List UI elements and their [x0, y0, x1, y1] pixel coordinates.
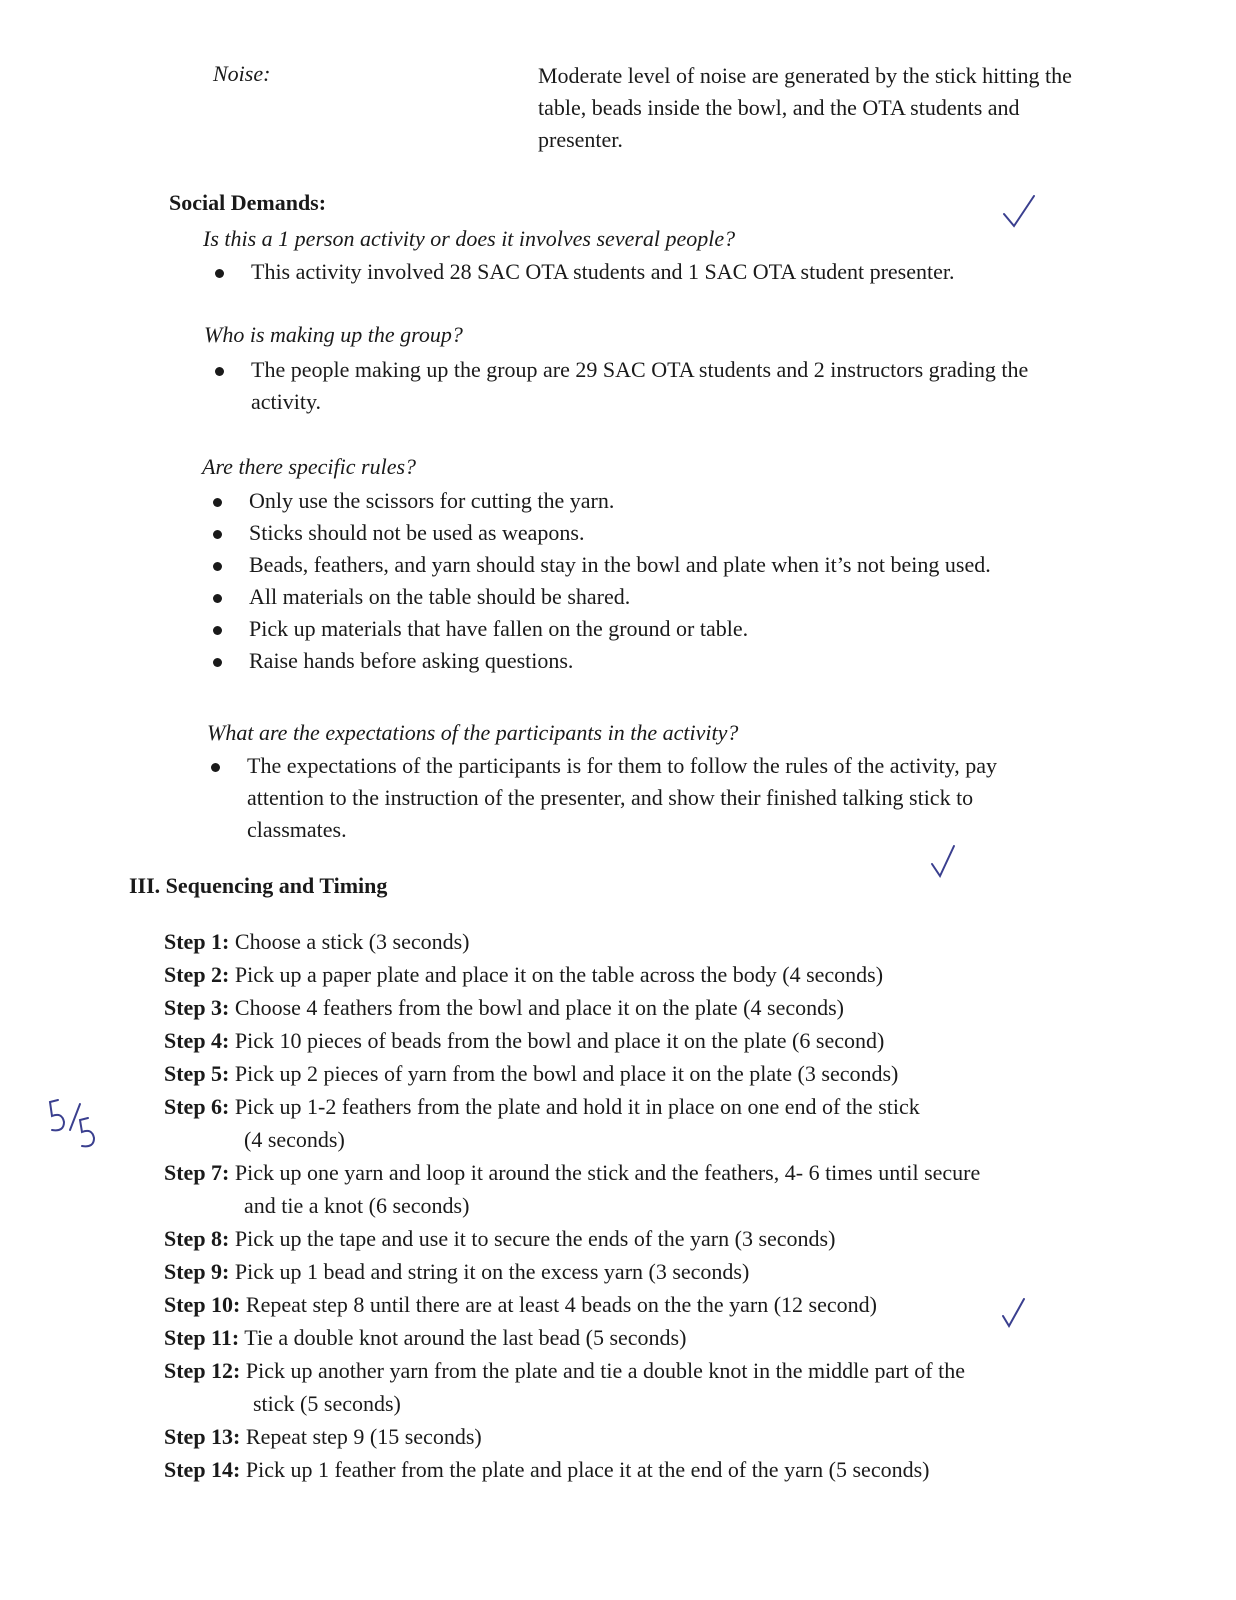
step-text: Pick up 1-2 feathers from the plate and hold it in place on one end of the stick	[234, 1094, 920, 1119]
steps-list	[164, 925, 1084, 1486]
step-label: Step 5:	[164, 1061, 230, 1086]
list-item: All materials on the table should be shared.	[203, 581, 1083, 613]
list-item	[164, 1288, 1084, 1321]
step-label: Step 11:	[164, 1325, 240, 1350]
list-item	[164, 1255, 1084, 1288]
step-continuation: stick (5 seconds)	[253, 1391, 401, 1416]
step-text: Tie a double knot around the last bead (5 seconds)	[244, 1325, 687, 1350]
list-item: Pick up materials that have fallen on the ground or table.	[203, 613, 1083, 645]
checkmark-icon	[1000, 192, 1040, 232]
list-item	[164, 1222, 1084, 1255]
step-label: Step 8:	[164, 1226, 230, 1251]
step-label: Step 14:	[164, 1457, 241, 1482]
step-text: Pick up 1 feather from the plate and place it at the end of the yarn (5 seconds)	[245, 1457, 930, 1482]
list-item	[164, 1354, 1084, 1387]
answers-activity-size	[205, 256, 1085, 288]
list-item	[164, 991, 1084, 1024]
step-text: Pick up the tape and use it to secure the ends of the yarn (3 seconds)	[234, 1226, 836, 1251]
list-item: The people making up the group are 29 SAC OTA students and 2 instructors grading the activity.	[205, 354, 1085, 418]
list-item	[164, 925, 1084, 958]
list-item	[164, 1057, 1084, 1090]
step-text: Pick up one yarn and loop it around the stick and the feathers, 4- 6 times until secure	[234, 1160, 981, 1185]
question-specific-rules: Are there specific rules?	[202, 454, 417, 479]
list-item	[164, 1090, 1084, 1123]
step-label: Step 10:	[164, 1292, 241, 1317]
list-item	[164, 1321, 1084, 1354]
step-continuation: (4 seconds)	[244, 1127, 345, 1152]
sequencing-heading: III. Sequencing and Timing	[129, 873, 388, 898]
step-label: Step 7:	[164, 1160, 230, 1185]
list-item: Beads, feathers, and yarn should stay in the bowl and plate when it’s not being used.	[203, 549, 1083, 581]
list-item: Raise hands before asking questions.	[203, 645, 1083, 677]
step-text: Repeat step 8 until there are at least 4 beads on the the yarn (12 second)	[245, 1292, 877, 1317]
list-item	[164, 1420, 1084, 1453]
step-text: Choose 4 feathers from the bowl and place it on the plate (4 seconds)	[234, 995, 844, 1020]
question-expectations: What are the expectations of the participants in the activity?	[207, 720, 739, 745]
answers-specific-rules	[203, 485, 1083, 677]
step-text: Repeat step 9 (15 seconds)	[245, 1424, 482, 1449]
step-label: Step 4:	[164, 1028, 230, 1053]
question-activity-size: Is this a 1 person activity or does it involves several people?	[203, 226, 736, 251]
social-demands-heading: Social Demands:	[169, 190, 327, 215]
answers-expectations	[201, 750, 1071, 846]
step-label: Step 3:	[164, 995, 230, 1020]
step-text: Pick up 2 pieces of yarn from the bowl and place it on the plate (3 seconds)	[234, 1061, 899, 1086]
list-item: The expectations of the participants is for them to follow the rules of the activity, pay attention to the instruction of the presenter, and show their finished talking stick to classmates.	[201, 750, 1071, 846]
list-item: Only use the scissors for cutting the yarn.	[203, 485, 1083, 517]
noise-description: Moderate level of noise are generated by the stick hitting the table, beads inside the bowl, and the OTA students and presenter.	[538, 63, 1072, 152]
step-text: Pick up 1 bead and string it on the excess yarn (3 seconds)	[234, 1259, 750, 1284]
list-item: This activity involved 28 SAC OTA students and 1 SAC OTA student presenter.	[205, 256, 1085, 288]
list-item: Sticks should not be used as weapons.	[203, 517, 1083, 549]
step-text: Pick up a paper plate and place it on the table across the body (4 seconds)	[234, 962, 884, 987]
step-continuation: and tie a knot (6 seconds)	[244, 1193, 470, 1218]
question-group-makeup: Who is making up the group?	[204, 322, 463, 347]
step-text: Pick 10 pieces of beads from the bowl and place it on the plate (6 second)	[234, 1028, 885, 1053]
checkmark-icon	[1000, 1296, 1030, 1332]
list-item	[164, 1024, 1084, 1057]
checkmark-icon	[928, 842, 962, 880]
step-label: Step 9:	[164, 1259, 230, 1284]
list-item	[164, 1453, 1084, 1486]
list-item	[164, 1156, 1084, 1189]
step-label: Step 6:	[164, 1094, 230, 1119]
step-label: Step 12:	[164, 1358, 241, 1383]
list-item	[164, 958, 1084, 991]
noise-label: Noise:	[213, 61, 271, 86]
step-label: Step 13:	[164, 1424, 241, 1449]
step-label: Step 2:	[164, 962, 230, 987]
step-label: Step 1:	[164, 929, 230, 954]
answers-group-makeup	[205, 354, 1085, 418]
handwritten-grade-mark	[40, 1094, 112, 1163]
step-text: Choose a stick (3 seconds)	[234, 929, 470, 954]
step-text: Pick up another yarn from the plate and tie a double knot in the middle part of the	[245, 1358, 965, 1383]
